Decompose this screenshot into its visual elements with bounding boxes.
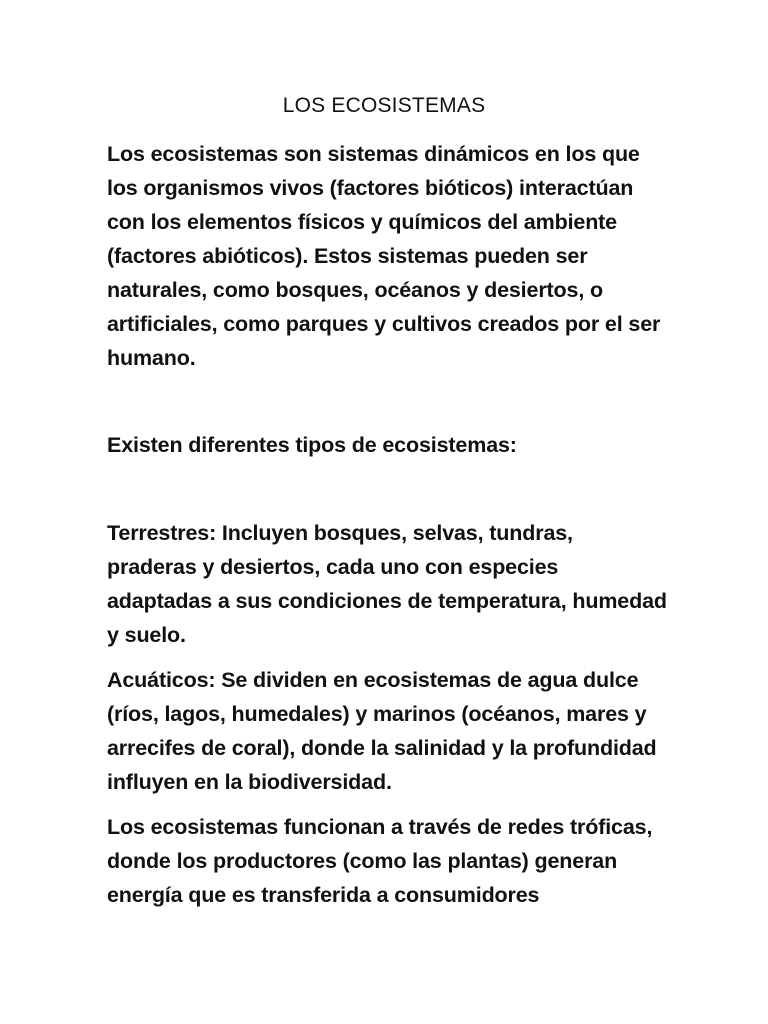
- paragraph-types-intro: Existen diferentes tipos de ecosistemas:: [107, 433, 517, 457]
- paragraph-introduction: Los ecosistemas son sistemas dinámicos en los que los organismos vivos (factores bióticos) interactúan con los elementos físicos y químicos del ambiente (factores abióticos). Estos sistemas pueden ser naturales, como bosques, océanos y desiertos, o artificiales, como parques y cultivos creados por el ser humano.: [107, 142, 661, 370]
- document-title: LOS ECOSISTEMAS: [282, 94, 486, 117]
- paragraph-aquatic: Acuáticos: Se dividen en ecosistemas de agua dulce (ríos, lagos, humedales) y marinos (océanos, mares y arrecifes de coral), donde la salinidad y la profundidad influyen en la biodiversidad.: [107, 668, 657, 794]
- paragraph-terrestrial: Terrestres: Incluyen bosques, selvas, tundras, praderas y desiertos, cada uno con especies adaptadas a sus condiciones de temperatura, humedad y suelo.: [107, 521, 667, 647]
- paragraph-trophic-networks: Los ecosistemas funcionan a través de redes tróficas, donde los productores (como las plantas) generan energía que es transferida a consumidores: [107, 815, 653, 907]
